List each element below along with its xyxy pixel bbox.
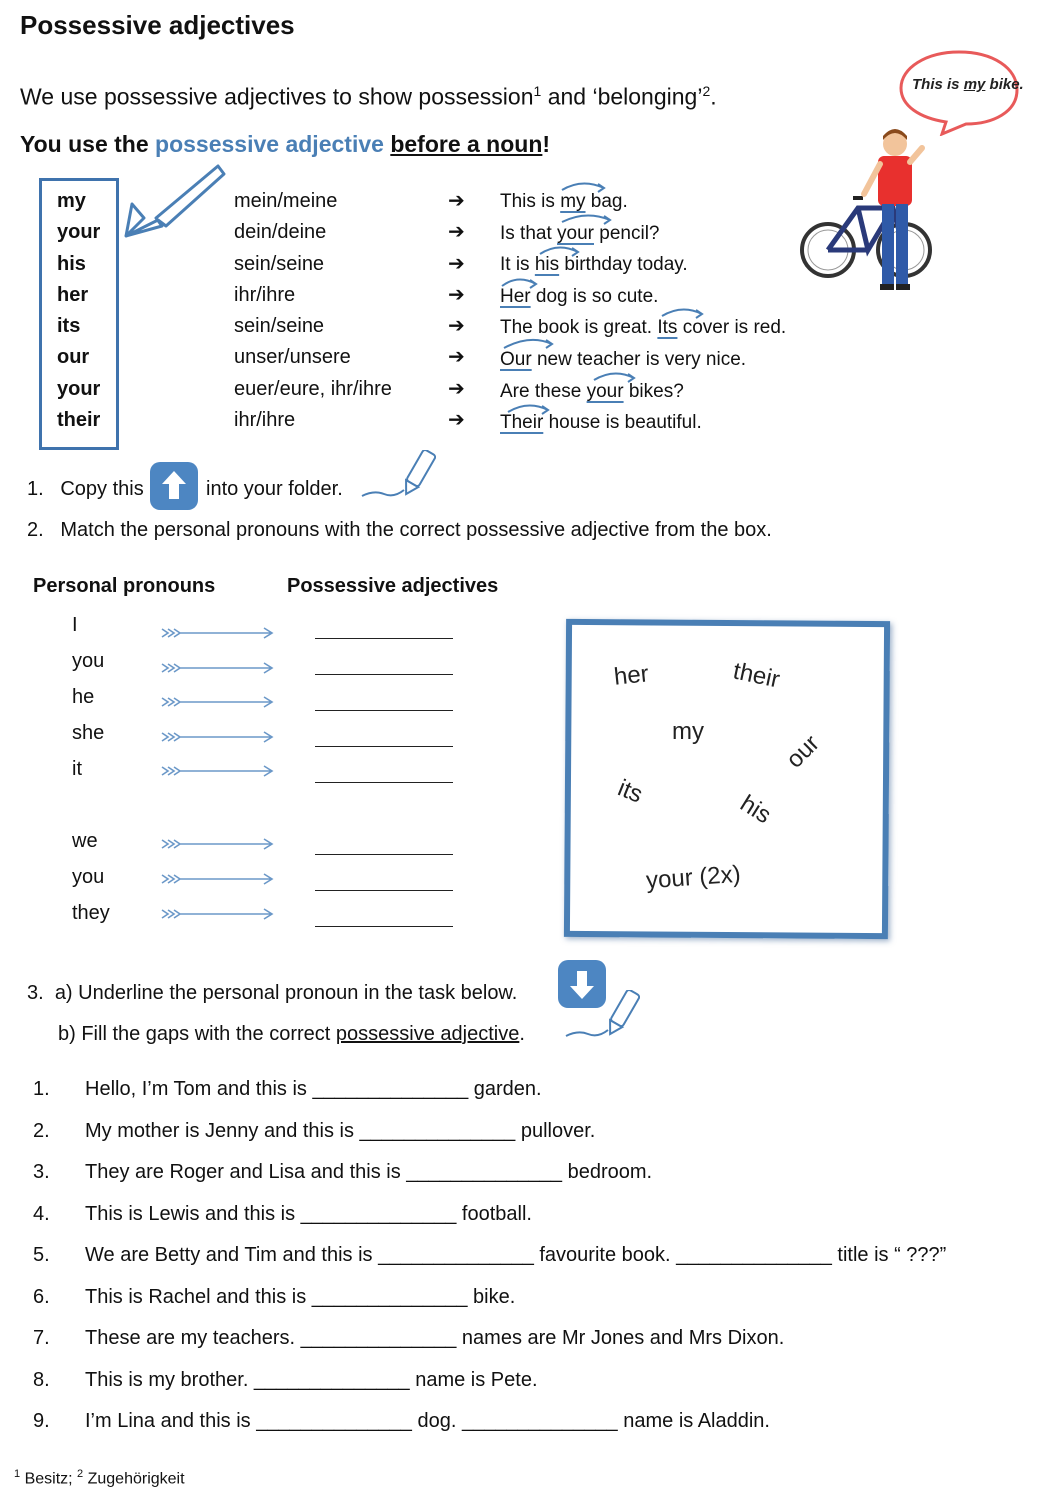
sentence-text: My mother is Jenny and this is ______________ pullover.: [85, 1120, 596, 1142]
pronoun: he: [72, 686, 95, 708]
pointing-arrow-icon: [122, 160, 228, 244]
page-title: Possessive adjectives: [20, 10, 295, 40]
answer-blank[interactable]: [315, 710, 453, 711]
answer-blank[interactable]: [315, 890, 453, 891]
sentence-number: 6.: [33, 1286, 50, 1308]
right-arrow-icon: ➔: [448, 409, 465, 432]
example-sentence: Is that your pencil?: [500, 222, 660, 244]
answer-blank[interactable]: [315, 638, 453, 639]
possessive-item: your: [57, 377, 101, 400]
sentence-number: 7.: [33, 1327, 50, 1349]
right-arrow-icon: ➔: [448, 283, 465, 306]
footnote: $^1$ Besitz; $^2$ Zugehörigkeit: [14, 1468, 185, 1488]
word-your: your (2x): [645, 860, 742, 895]
possessive-item: its: [57, 315, 81, 338]
sentence-text: This is Rachel and this is ______________ bike.: [85, 1286, 516, 1308]
pronoun: they: [72, 902, 110, 924]
example-sentence: It is his birthday today.: [500, 254, 688, 276]
word-their: their: [730, 657, 783, 694]
possessive-item: our: [57, 346, 90, 369]
example-sentence: Her dog is so cute.: [500, 285, 659, 307]
sentence-text: They are Roger and Lisa and this is ______________ bedroom.: [85, 1161, 653, 1183]
german-item: dein/deine: [234, 221, 327, 244]
sentence-number: 5.: [33, 1244, 50, 1266]
german-item: euer/eure, ihr/ihre: [234, 377, 392, 400]
boy-with-bike-icon: [798, 128, 938, 298]
header-adjectives: Possessive adjectives: [287, 575, 499, 597]
answer-blank[interactable]: [315, 782, 453, 783]
german-item: sein/seine: [234, 315, 325, 338]
right-arrow-icon: ➔: [448, 315, 465, 338]
german-item: sein/seine: [234, 252, 325, 275]
right-arrow-icon: ➔: [448, 346, 465, 369]
example-sentence: Our new teacher is very nice.: [500, 348, 747, 370]
answer-blank[interactable]: [315, 926, 453, 927]
example-sentence: Their house is beautiful.: [500, 412, 702, 434]
upload-arrow-icon: [150, 462, 198, 510]
task-3b: b) Fill the gaps with the correct possessive adjective.: [58, 1023, 525, 1045]
sentence-number: 1.: [33, 1078, 50, 1100]
pronoun: you: [72, 866, 105, 888]
possessive-item: her: [57, 283, 89, 306]
answer-blank[interactable]: [315, 746, 453, 747]
sentence-number: 2.: [33, 1120, 50, 1142]
sentence-text: Hello, I’m Tom and this is ______________ garden.: [85, 1078, 542, 1100]
pencil-icon: [564, 990, 640, 1042]
sentence-text: We are Betty and Tim and this is ______________ favourite book. ______________ title is “ ???”: [85, 1244, 947, 1266]
pronoun: it: [72, 758, 82, 780]
pronoun: we: [72, 830, 98, 852]
right-arrow-icon: ➔: [448, 190, 465, 212]
sentence-text: These are my teachers. ______________ names are Mr Jones and Mrs Dixon.: [85, 1327, 785, 1349]
possessive-item: your: [57, 221, 101, 244]
pronoun: I: [72, 614, 78, 636]
example-sentence: This is my bag.: [500, 191, 628, 212]
possessive-item: my: [57, 190, 86, 212]
rule-text: You use the possessive adjective before a noun!: [20, 131, 551, 157]
task-1: 1. Copy this: [27, 478, 144, 500]
task-2: 2. Match the personal pronouns with the correct possessive adjective from the box.: [27, 519, 772, 541]
word-its: its: [614, 774, 647, 809]
right-arrow-icon: ➔: [448, 377, 465, 400]
example-sentence: The book is great. Its cover is red.: [500, 317, 787, 339]
word-his: his: [735, 789, 776, 830]
arrow-list: [448, 186, 465, 436]
answer-blank[interactable]: [315, 854, 453, 855]
german-item: mein/meine: [234, 190, 338, 212]
sentence-number: 9.: [33, 1410, 50, 1432]
sentence-number: 3.: [33, 1161, 50, 1183]
task-3a: 3. a) Underline the personal pronoun in the task below.: [27, 982, 518, 1004]
word-my: my: [672, 718, 704, 745]
example-sentence: Are these your bikes?: [500, 380, 684, 402]
german-list: [234, 186, 392, 436]
task-1-end: into your folder.: [206, 478, 343, 500]
pronoun: you: [72, 650, 105, 672]
sentence-text: This is Lewis and this is ______________ football.: [85, 1203, 532, 1225]
sentence-number: 4.: [33, 1203, 50, 1225]
pronoun: she: [72, 722, 105, 744]
word-her: her: [612, 660, 650, 691]
answer-blank[interactable]: [315, 674, 453, 675]
header-pronouns: Personal pronouns: [33, 575, 216, 597]
curved-arrows-icon: [490, 176, 720, 426]
german-item: ihr/ihre: [234, 409, 296, 432]
word-our: our: [781, 729, 825, 774]
pencil-icon: [360, 450, 436, 502]
sentence-text: This is my brother. ______________ name is Pete.: [85, 1369, 538, 1391]
match-arrows-icon: [160, 620, 276, 930]
right-arrow-icon: ➔: [448, 221, 465, 244]
speech-bubble-text: This is my bike.: [912, 76, 1024, 93]
possessive-item: their: [57, 409, 101, 432]
right-arrow-icon: ➔: [448, 252, 465, 275]
german-item: unser/unsere: [234, 346, 351, 369]
german-item: ihr/ihre: [234, 283, 296, 306]
sentence-number: 8.: [33, 1369, 50, 1391]
sentence-text: I’m Lina and this is ______________ dog. ______________ name is Aladdin.: [85, 1410, 770, 1432]
possessive-item: his: [57, 252, 86, 275]
possessive-list: [57, 186, 100, 436]
intro-text: We use possessive adjectives to show possession$^1$ and ‘belonging’$^2$.: [20, 83, 717, 110]
